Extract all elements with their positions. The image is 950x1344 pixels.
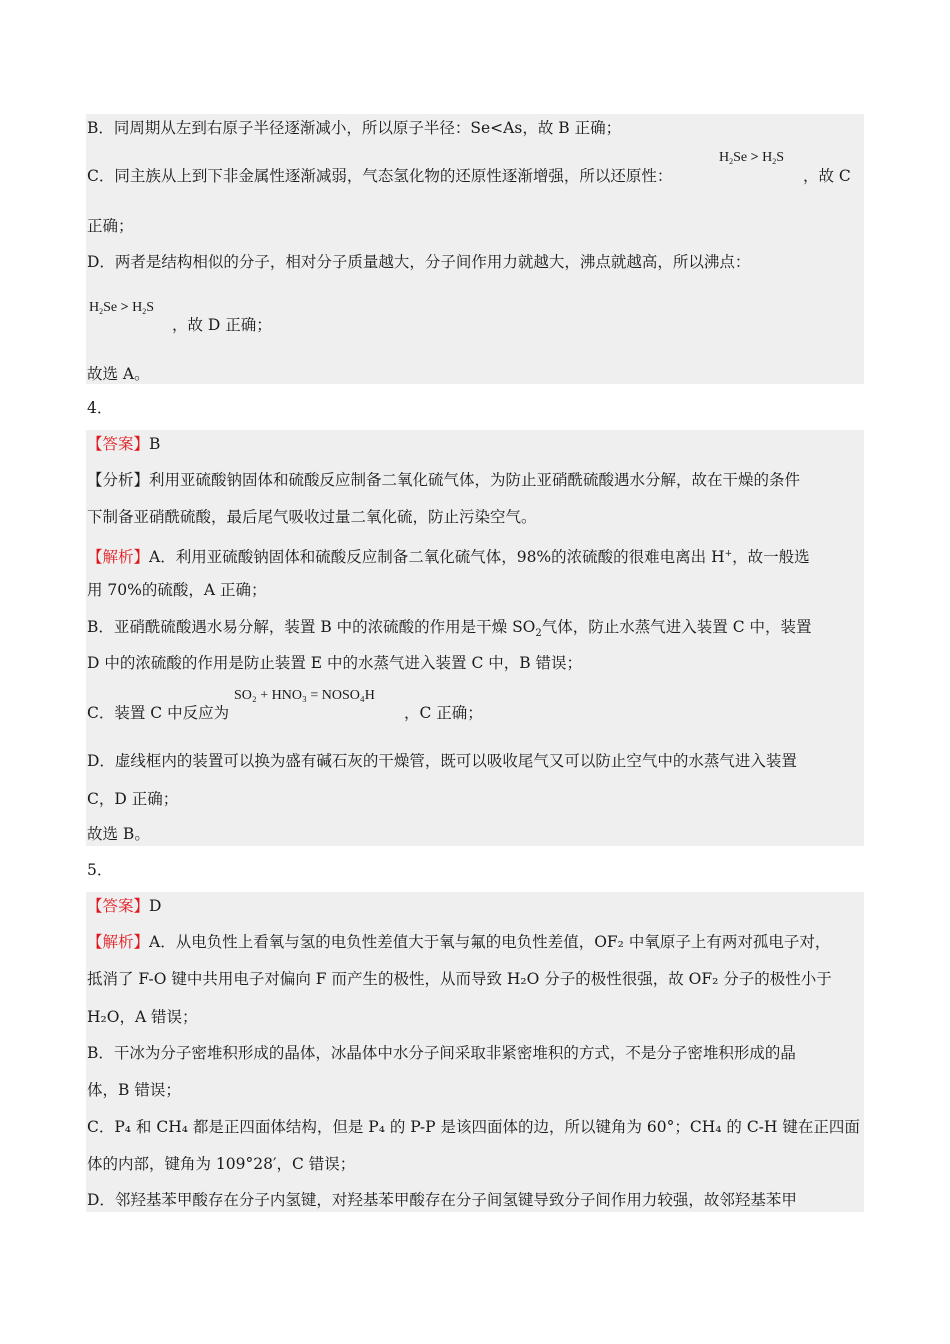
q3-option-b: B．同周期从左到右原子半径逐渐减小，所以原子半径：Se<As，故 B 正确； (87, 119, 622, 137)
q4-number: 4． (87, 399, 113, 417)
q4-explain-d-line1: D．虚线框内的装置可以换为盛有碱石灰的干燥管，既可以吸收尾气又可以防止空气中的水蒸气进入装置 (87, 752, 797, 770)
q3-c-formula: $H_2Se > H_2S$ (719, 150, 785, 166)
q5-number: 5． (87, 861, 113, 879)
q3-option-c-line2: 正确； (87, 217, 134, 235)
q4-answer: 【答案】B (87, 435, 161, 453)
q4-explain-c: C．装置 C 中反应为 (87, 704, 230, 722)
q4-analysis-line2: 下制备亚硝酰硫酸，最后尾气吸收过量二氧化硫，防止污染空气。 (87, 508, 537, 526)
q3-option-c-line1: C．同主族从上到下非金属性逐渐减弱，气态氢化物的还原性逐渐增强，所以还原性： (87, 167, 673, 185)
q5-answer: 【答案】D (87, 897, 162, 915)
q3-option-d-tail: ，故 D 正确； (172, 316, 272, 334)
q4-explain-d-line2: C，D 正确； (87, 790, 179, 808)
q4-conclusion: 故选 B。 (87, 825, 150, 843)
q3-d-formula: $H_2Se > H_2S$ (89, 300, 155, 316)
q5-explain-a-line1: 【解析】A．从电负性上看氧与氢的电负性差值大于氧与氟的电负性差值，OF₂ 中氧原子上有两对孤电子对， (87, 933, 831, 951)
q5-explain-d-line1: D．邻羟基苯甲酸存在分子内氢键，对羟基苯甲酸存在分子间氢键导致分子间作用力较强，故邻羟基苯甲 (87, 1191, 797, 1209)
q4-explain-c-tail: ，C 正确； (404, 704, 483, 722)
q5-explain-c-line1: C．P₄ 和 CH₄ 都是正四面体结构，但是 P₄ 的 P-P 是该四面体的边，所以键角为 60°；CH₄ 的 C-H 键在正四面 (87, 1118, 860, 1136)
q5-explain-a-line3: H₂O，A 错误； (87, 1008, 198, 1026)
q4-c-formula: SO₂ + HNO₃ = NOSO₄H (234, 688, 375, 703)
q5-explain-b-line2: 体，B 错误； (87, 1081, 181, 1099)
q4-analysis-line1: 【分析】利用亚硫酸钠固体和硫酸反应制备二氧化硫气体，为防止亚硝酰硫酸遇水分解，故在干燥的条件 (87, 471, 801, 489)
q4-explain-a-line2: 用 70%的硫酸，A 正确； (87, 581, 267, 599)
q4-explain-b-line2: D 中的浓硫酸的作用是防止装置 E 中的水蒸气进入装置 C 中，B 错误； (87, 654, 583, 672)
q3-option-c-tail: ，故 C (803, 167, 851, 185)
q5-explain-b-line1: B．干冰为分子密堆积形成的晶体，冰晶体中水分子间采取非紧密堆积的方式，不是分子密堆积形成的晶 (87, 1044, 796, 1062)
q5-explain-a-line2: 抵消了 F-O 键中共用电子对偏向 F 而产生的极性，从而导致 H₂O 分子的极性很强，故 OF₂ 分子的极性小于 (87, 970, 832, 988)
q4-explain-a-line1: 【解析】A．利用亚硫酸钠固体和硫酸反应制备二氧化硫气体，98%的浓硫酸的很难电离出 H+，故一般选 (87, 548, 810, 567)
q5-explain-c-line2: 体的内部，键角为 109°28′，C 错误； (87, 1155, 356, 1173)
q4-explain-b-line1: B．亚硝酰硫酸遇水易分解，装置 B 中的浓硫酸的作用是干燥 $SO_2$气体，防止水蒸气进入装置 C 中，装置 (87, 618, 812, 640)
q3-option-d-line1: D．两者是结构相似的分子，相对分子质量越大，分子间作用力就越大，沸点就越高，所以沸点： (87, 253, 751, 271)
q3-conclusion: 故选 A。 (87, 365, 150, 383)
